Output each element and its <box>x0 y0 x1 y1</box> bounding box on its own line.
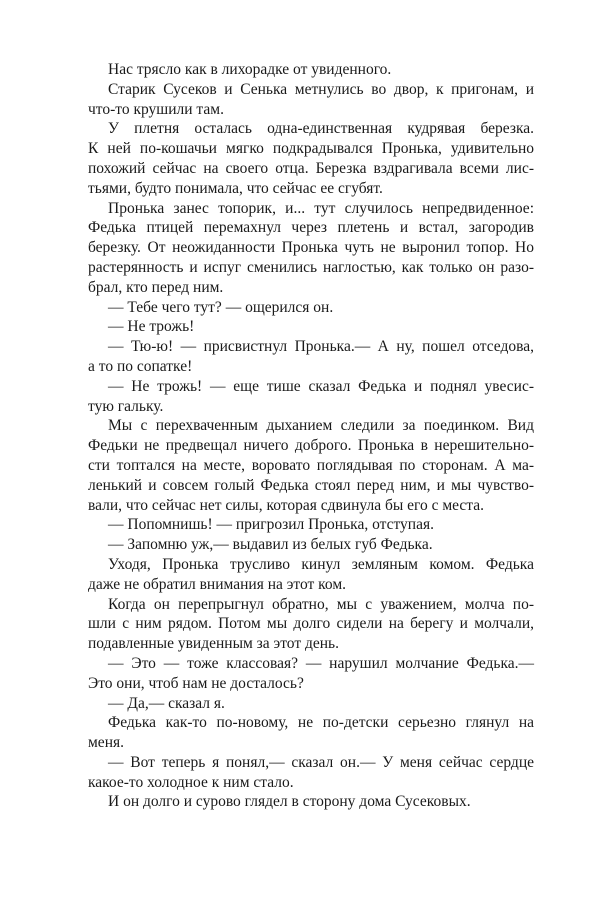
text-line: — Не трожь! — еще тише сказал Федька и поднял увесис- <box>108 377 534 395</box>
text-line: меня. <box>88 734 124 752</box>
text-line: — Не трожь! <box>108 318 195 336</box>
text-line: — Тебе чего тут? — ощерился он. <box>108 298 334 316</box>
text-line: Федьки не предвещал ничего доброго. Пронька в нерешительно- <box>88 437 534 455</box>
text-line: — Запомню уж,— выдавил из белых губ Федька. <box>108 536 433 554</box>
text-line: Федька птицей перемахнул через плетень и встал, загородив <box>88 219 534 237</box>
text-line: Старик Сусеков и Сенька метнулись во двор, к пригонам, и <box>108 80 534 98</box>
text-line: тьями, будто понимала, что сейчас ее сгубят. <box>88 179 383 197</box>
text-line: даже не обратил внимания на этот ком. <box>88 575 347 593</box>
text-line: — Тю-ю! — присвистнул Пронька.— А ну, пошел отседова, <box>108 338 534 356</box>
text-line: У плетня осталась одна-единственная кудрявая березка. <box>108 120 534 138</box>
text-line: И он долго и сурово глядел в сторону дома Сусековых. <box>108 793 471 811</box>
text-line: Это они, чтоб нам не досталось? <box>88 674 304 692</box>
text-line: растерянность и испуг сменились наглостью, как только он разо- <box>88 258 534 276</box>
text-line: подавленные увиденным за этот день. <box>88 635 339 653</box>
text-line: березку. От неожиданности Пронька чуть не выронил топор. Но <box>88 239 534 257</box>
text-line: Когда он перепрыгнул обратно, мы с уважением, молча по- <box>108 595 534 613</box>
text-line: Федька как-то по-новому, не по-детски серьезно глянул на <box>108 714 534 732</box>
text-line: — Да,— сказал я. <box>108 694 225 712</box>
text-line: — Вот теперь я понял,— сказал он.— У меня сейчас сердце <box>108 753 534 771</box>
text-line: К ней по-кошачьи мягко подкрадывался Пронька, удивительно <box>88 140 534 158</box>
text-line: тую гальку. <box>88 397 164 415</box>
text-line: шли с ним рядом. Потом мы долго сидели на берегу и молчали, <box>88 615 534 633</box>
text-line: Мы с перехваченным дыханием следили за поединком. Вид <box>108 417 534 435</box>
text-line: — Попомнишь! — пригрозил Пронька, отступая. <box>108 516 434 534</box>
text-line: Нас трясло как в лихорадке от увиденного. <box>108 61 392 78</box>
text-line: похожий сейчас на своего отца. Березка вздрагивала всеми лис- <box>88 159 534 177</box>
text-line: ленький и совсем голый Федька стоял перед ним, и мы чувство- <box>88 476 534 494</box>
text-line: вали, что сейчас нет силы, которая сдвинула бы его с места. <box>88 496 485 514</box>
text-line: что-то крушили там. <box>88 100 224 118</box>
text-line: а то по сопатке! <box>88 357 193 375</box>
text-line: брал, кто перед ним. <box>88 278 224 296</box>
text-line: Пронька занес топорик, и... тут случилось непредвиденное: <box>108 199 534 217</box>
text-line: Уходя, Пронька трусливо кинул земляным комом. Федька <box>108 555 534 573</box>
text-line: — Это — тоже классовая? — нарушил молчание Федька.— <box>108 654 534 672</box>
page-body-text <box>88 60 534 812</box>
text-line: какое-то холодное к ним стало. <box>88 773 294 791</box>
text-line: сти топтался на месте, воровато поглядывая по сторонам. А ма- <box>88 456 534 474</box>
